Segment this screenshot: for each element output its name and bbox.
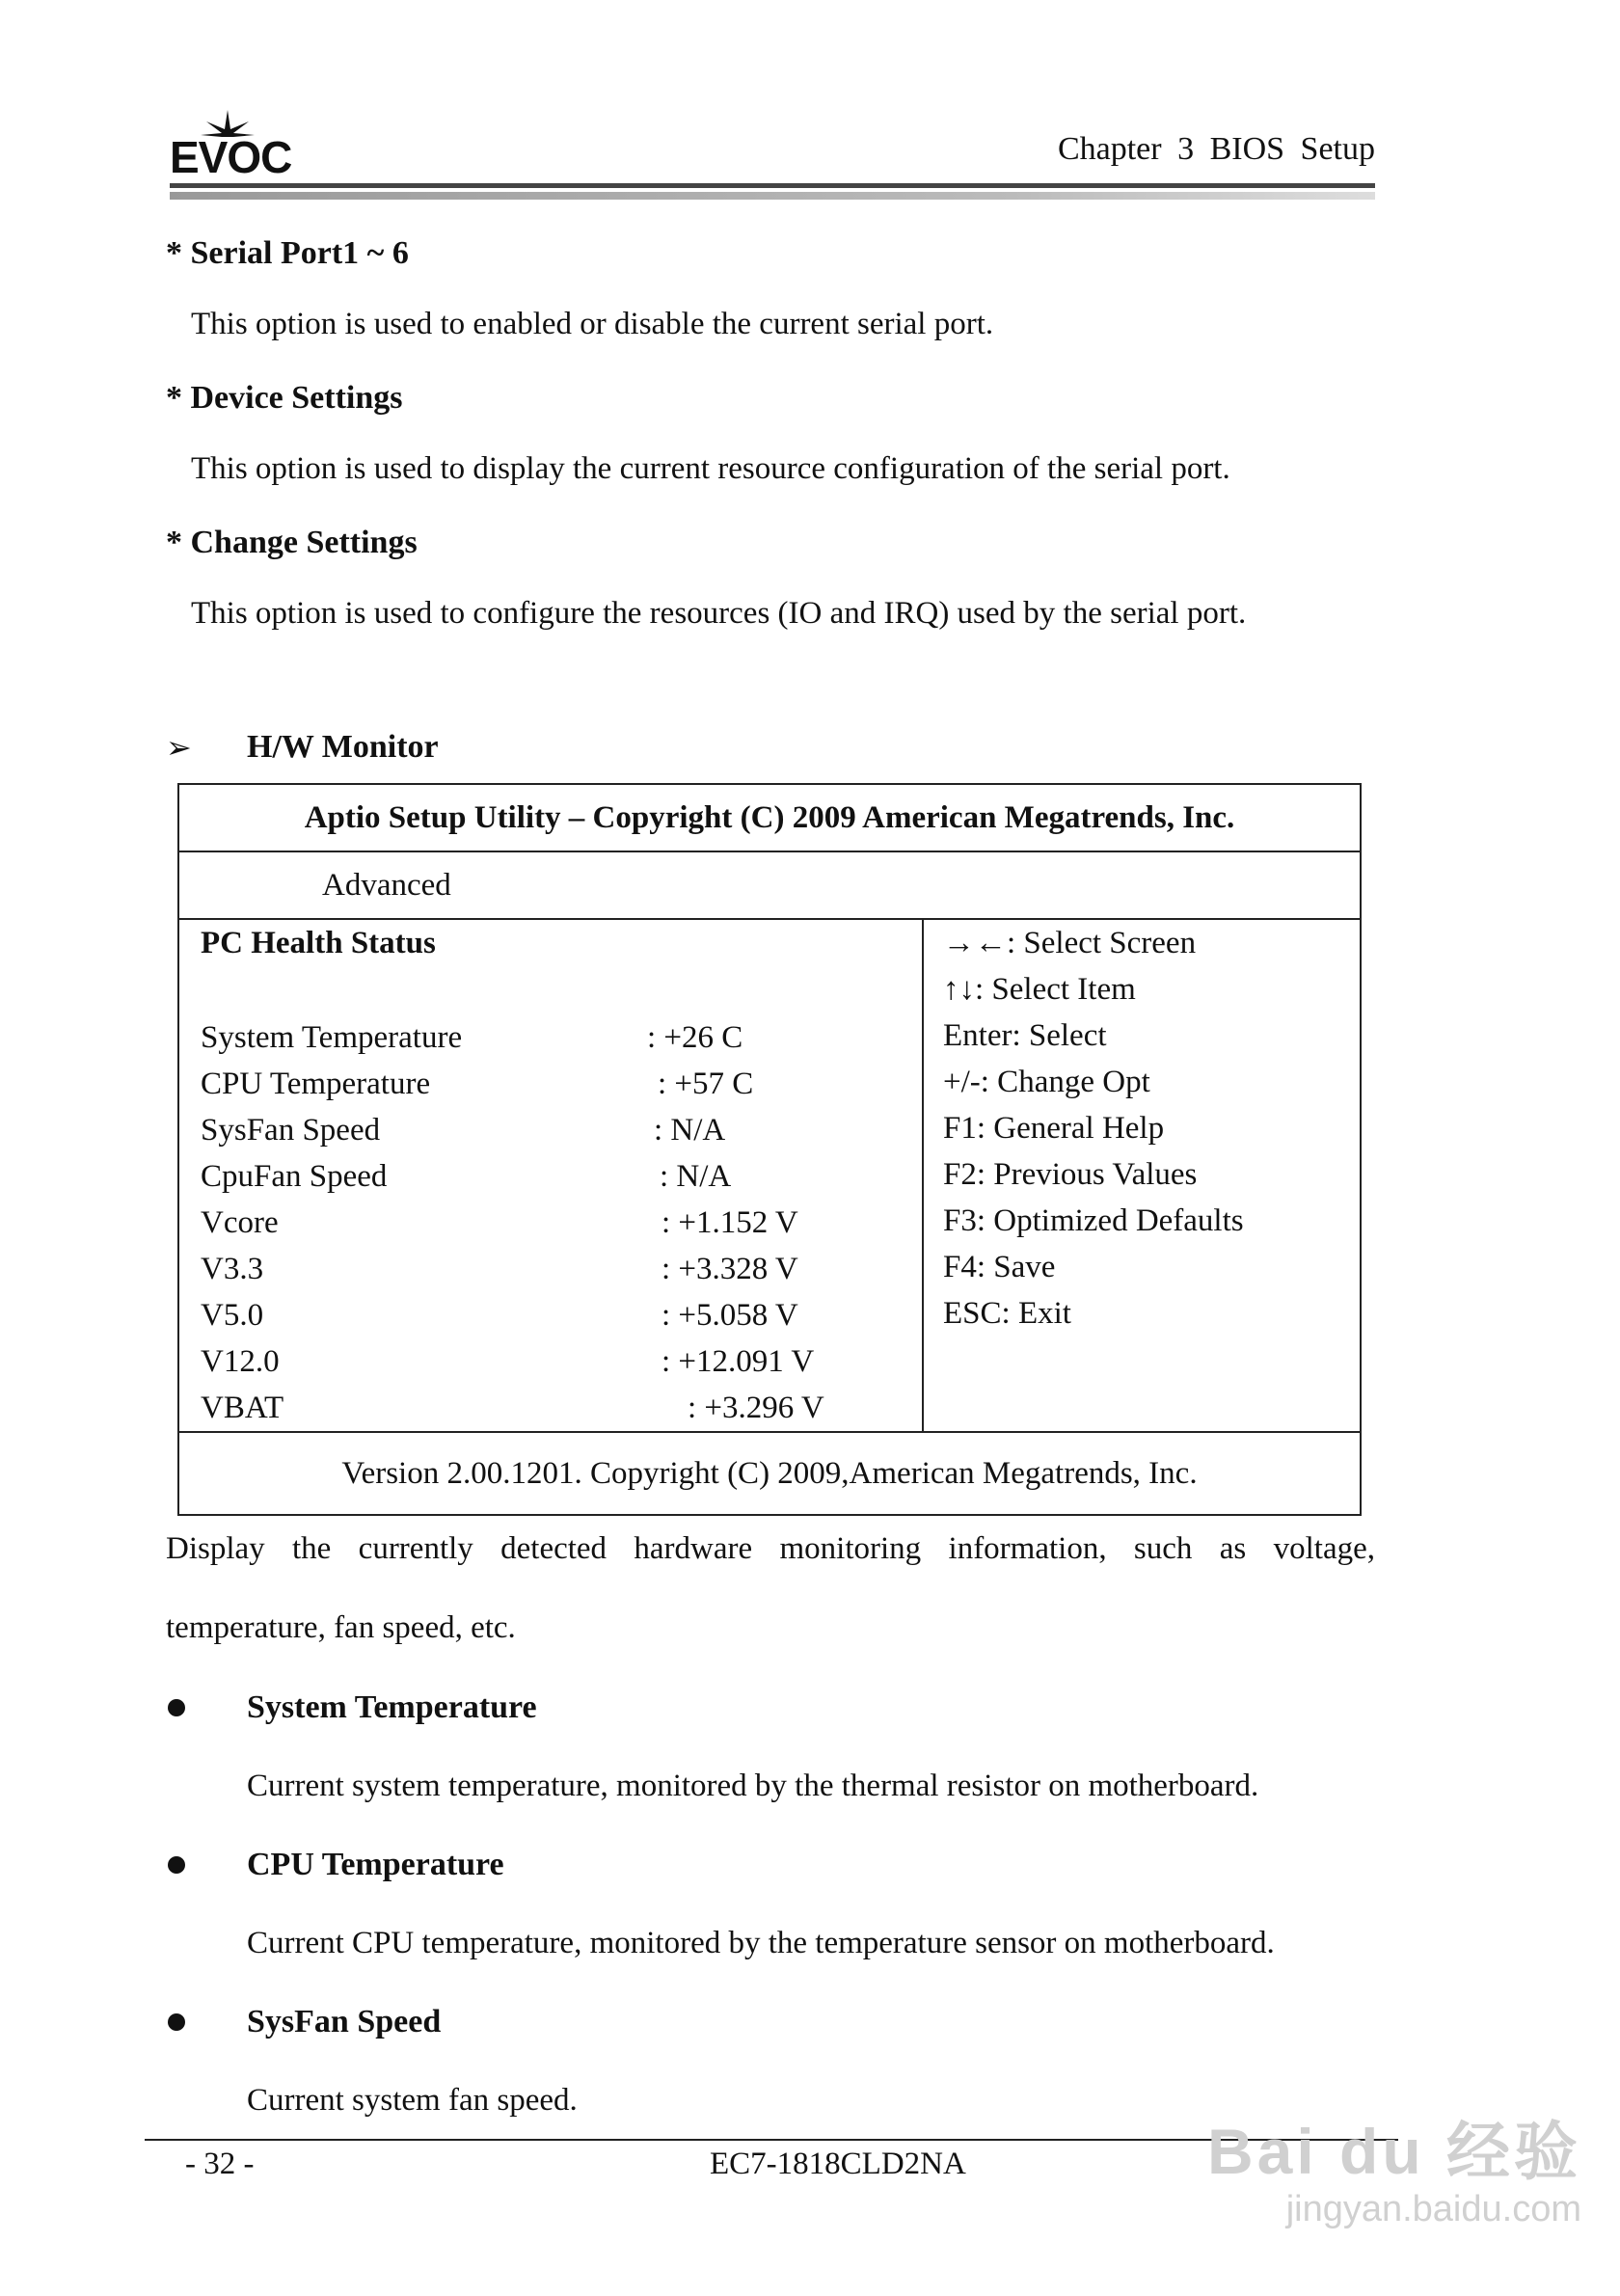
status-heading: PC Health Status (201, 926, 436, 960)
header-rule (170, 183, 1375, 188)
logo-text: EVOC (170, 132, 292, 182)
option-title: * Device Settings (166, 380, 403, 416)
status-value: : N/A (654, 1113, 726, 1148)
baidu-url: jingyan.baidu.com (1285, 2189, 1581, 2229)
bullet-icon (168, 2013, 185, 2031)
status-label: Vcore (201, 1205, 279, 1240)
option-title: * Serial Port1 ~ 6 (166, 235, 409, 271)
option-title: * Change Settings (166, 525, 418, 560)
bullet-title: SysFan Speed (247, 2004, 442, 2039)
status-label: CPU Temperature (201, 1067, 431, 1101)
option-desc: This option is used to configure the resources (IO and IRQ) used by the serial port. (191, 596, 1247, 631)
help-select-screen: →←: Select Screen (943, 926, 1197, 960)
section-title: H/W Monitor (247, 729, 439, 765)
status-label: V12.0 (201, 1344, 280, 1379)
status-value: : +3.328 V (662, 1252, 798, 1286)
bullet-title: CPU Temperature (247, 1847, 504, 1882)
help-esc: ESC: Exit (943, 1296, 1071, 1331)
status-label: System Temperature (201, 1020, 463, 1055)
status-label: CpuFan Speed (201, 1159, 388, 1194)
bios-title: Aptio Setup Utility – Copyright (C) 2009 American Megatrends, Inc. (178, 784, 1361, 851)
status-value: : N/A (660, 1159, 732, 1194)
bullet-title: System Temperature (247, 1689, 537, 1725)
bios-tab-advanced[interactable]: Advanced (178, 851, 1361, 919)
status-value: : +57 C (658, 1067, 754, 1101)
model-number: EC7-1818CLD2NA (710, 2147, 966, 2181)
bios-version: Version 2.00.1201. Copyright (C) 2009,American Megatrends, Inc. (178, 1432, 1361, 1515)
evoc-logo (170, 108, 292, 185)
bullet-desc: Current CPU temperature, monitored by the temperature sensor on motherboard. (247, 1926, 1275, 1960)
help-f4: F4: Save (943, 1250, 1056, 1284)
bullet-icon (168, 1699, 185, 1716)
help-select-item: ↑↓: Select Item (943, 972, 1136, 1007)
bullet-desc: Current system temperature, monitored by the thermal resistor on motherboard. (247, 1769, 1259, 1803)
status-value: : +1.152 V (662, 1205, 798, 1240)
status-panel (178, 919, 923, 1432)
baidu-watermark: Bai du 经验 (1206, 2116, 1581, 2187)
help-f2: F2: Previous Values (943, 1157, 1198, 1192)
status-label: SysFan Speed (201, 1113, 381, 1148)
status-label: V3.3 (201, 1252, 264, 1286)
description-line: Display the currently detected hardware monitoring information, such as voltage, (166, 1531, 1375, 1566)
bios-screen (177, 783, 1362, 1516)
status-value: : +26 C (647, 1020, 743, 1055)
help-enter: Enter: Select (943, 1018, 1107, 1053)
chapter-title: Chapter 3 BIOS Setup (1057, 131, 1375, 167)
option-desc: This option is used to enabled or disable the current serial port. (191, 307, 994, 341)
help-f1: F1: General Help (943, 1111, 1165, 1146)
page-number: - 32 - (185, 2147, 255, 2181)
status-label: V5.0 (201, 1298, 264, 1333)
status-value: : +5.058 V (662, 1298, 798, 1333)
header-rule-shadow (170, 192, 1375, 200)
help-panel (923, 919, 1361, 1432)
arrow-icon: ➢ (166, 730, 192, 765)
status-value: : +3.296 V (688, 1391, 824, 1425)
status-label: VBAT (201, 1391, 284, 1425)
option-desc: This option is used to display the current resource configuration of the serial port. (191, 451, 1230, 486)
status-value: : +12.091 V (662, 1344, 815, 1379)
help-f3: F3: Optimized Defaults (943, 1203, 1244, 1238)
description-line: temperature, fan speed, etc. (166, 1610, 516, 1645)
help-change-opt: +/-: Change Opt (943, 1065, 1150, 1099)
bullet-desc: Current system fan speed. (247, 2083, 578, 2118)
bullet-icon (168, 1856, 185, 1874)
